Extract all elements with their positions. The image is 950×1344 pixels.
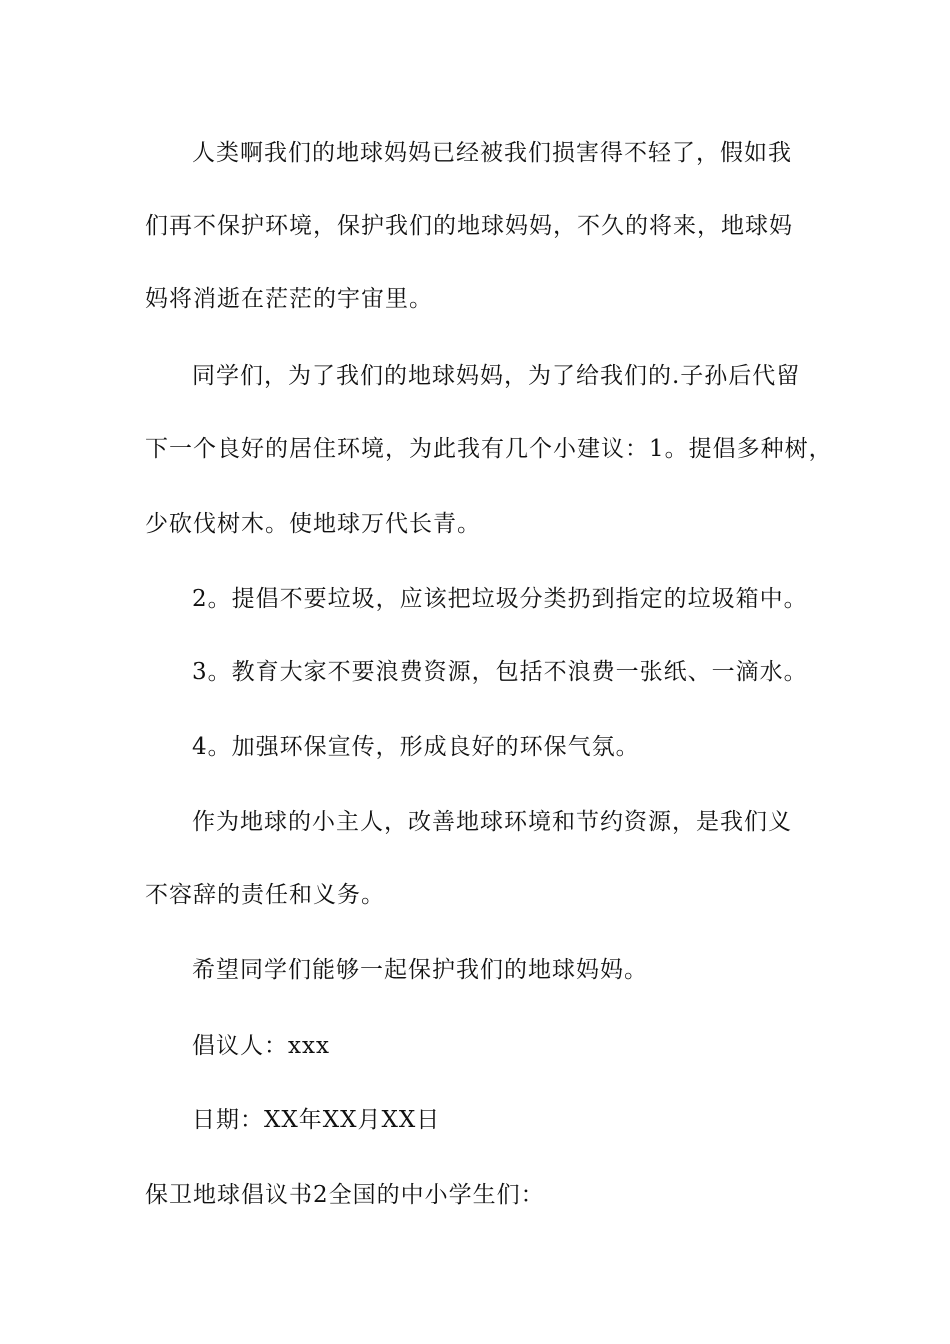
list-item: 2。提倡不要垃圾，应该把垃圾分类扔到指定的垃圾箱中。 <box>192 586 808 612</box>
section-heading-line: 保卫地球倡议书2全国的中小学生们： <box>145 1182 545 1208</box>
paragraph-line: 作为地球的小主人，改善地球环境和节约资源，是我们义 <box>192 809 792 835</box>
list-item: 3。教育大家不要浪费资源，包括不浪费一张纸、一滴水。 <box>192 659 808 685</box>
paragraph-line: 同学们，为了我们的地球妈妈，为了给我们的.子孙后代留 <box>192 363 801 389</box>
paragraph-line: 少砍伐树木。使地球万代长青。 <box>145 511 481 537</box>
paragraph-line: 们再不保护环境，保护我们的地球妈妈，不久的将来，地球妈 <box>145 213 793 239</box>
signature-line: 倡议人：xxx <box>192 1033 330 1059</box>
paragraph-line: 下一个良好的居住环境，为此我有几个小建议：1。提倡多种树， <box>145 436 833 462</box>
list-item: 4。加强环保宣传，形成良好的环保气氛。 <box>192 734 640 760</box>
paragraph-line: 妈将消逝在茫茫的宇宙里。 <box>145 286 433 312</box>
paragraph-line: 人类啊我们的地球妈妈已经被我们损害得不轻了，假如我 <box>192 140 792 166</box>
paragraph-line: 希望同学们能够一起保护我们的地球妈妈。 <box>192 957 648 983</box>
paragraph-line: 不容辞的责任和义务。 <box>145 882 385 908</box>
date-line: 日期：XX年XX月XX日 <box>192 1107 441 1133</box>
